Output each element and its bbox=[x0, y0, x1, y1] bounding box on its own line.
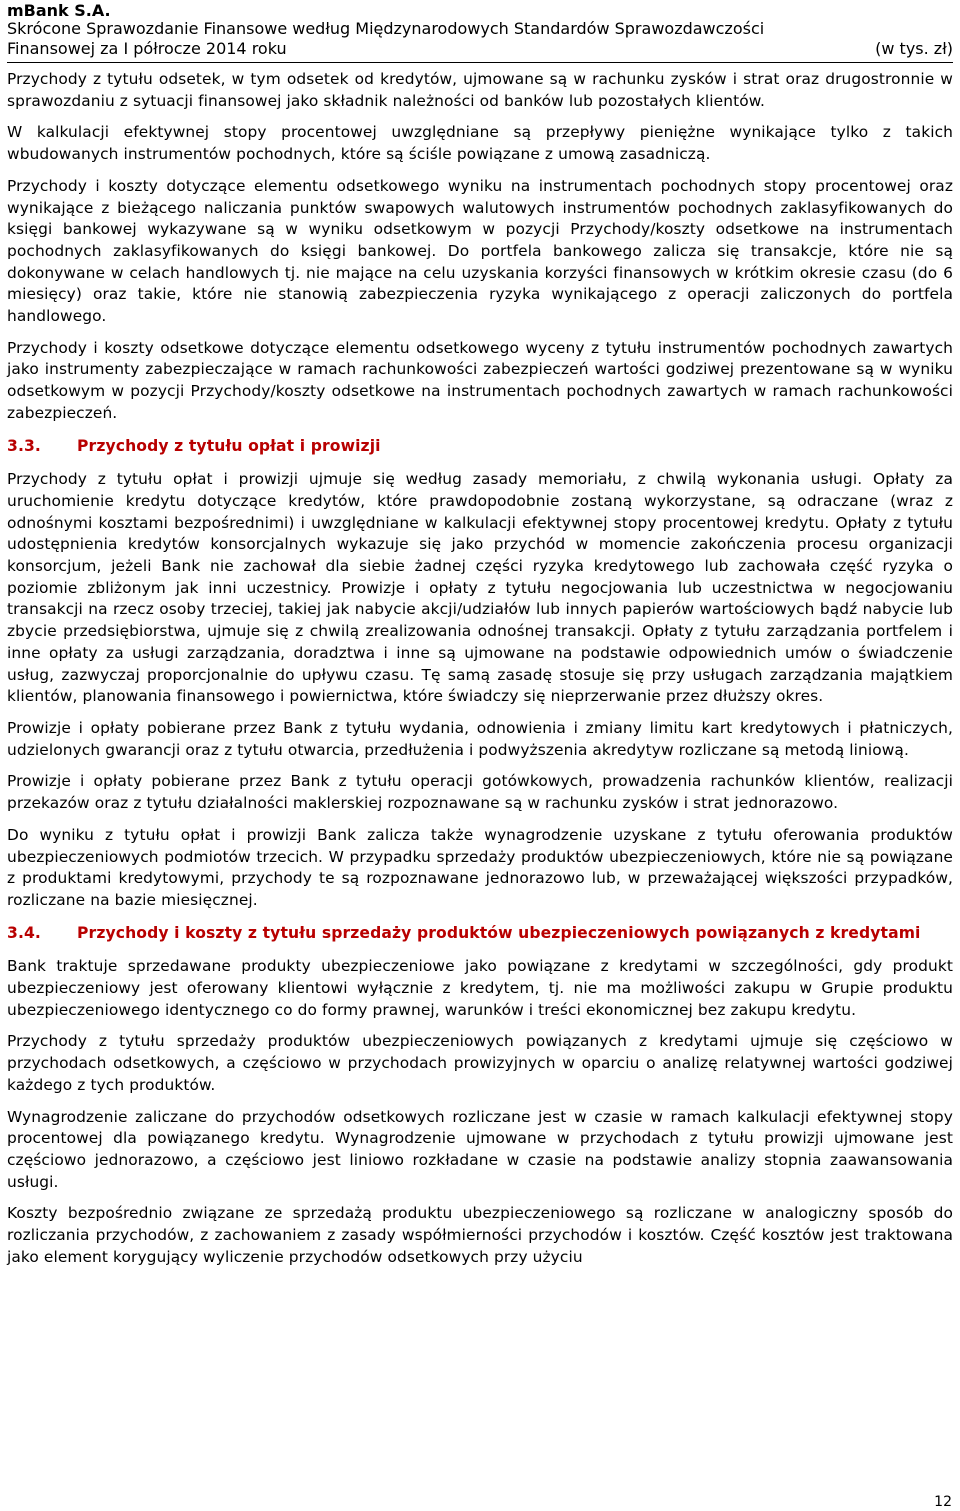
section-number: 3.3. bbox=[7, 436, 41, 455]
page-header bbox=[7, 0, 953, 63]
paragraph-interest-remuneration: Wynagrodzenie zaliczane do przychodów odsetkowych rozliczane jest w czasie w ramach kalkulacji efektywnej stopy procentowej dla powiązanego kredytu. Wynagrodzenie ujmowane w przychodach z tytułu prowizji ujmowane jest częściowo jednorazowo, a częściowo jest liniowo rozkładane w czasie na podstawie analizy stopnia zaawansowania usługi. bbox=[7, 1107, 953, 1191]
paragraph-hedge-accounting: Przychody i koszty odsetkowe dotyczące elementu odsetkowego wyceny z tytułu instrumentów pochodnych zawartych jako instrumenty zabezpieczające w ramach rachunkowości zabezpieczeń wartości godziwej prezentowane są w wyniku odsetkowym w pozycji Przychody/koszty odsetkowe na instrumentach pochodnych zawartych w ramach rachunkowości zabezpieczeń. bbox=[7, 338, 953, 422]
paragraph-insurance-remuneration: Do wyniku z tytułu opłat i prowizji Bank zalicza także wynagrodzenie uzyskane z tytułu oferowania produktów ubezpieczeniowych podmiotów trzecich. W przypadku sprzedaży produktów ubezpieczeniowych, które nie są powiązane z produktami kredytowymi, przychody te są rozpoznawane jednorazowo lub, w przeważającej większości przypadków, rozliczane na bazie miesięcznej. bbox=[7, 825, 953, 909]
section-heading-3-3 bbox=[7, 436, 953, 458]
paragraph-interest-income: Przychody z tytułu odsetek, w tym odsetek od kredytów, ujmowane są w rachunku zysków i strat oraz drugostronnie w sprawozdaniu z sytuacji finansowej jako składnik należności od banków lub pozostałych klientów. bbox=[7, 70, 953, 110]
paragraph-effective-rate: W kalkulacji efektywnej stopy procentowej uwzględniane są przepływy pieniężne wynikające tylko z takich wbudowanych instrumentów pochodnych, które są ściśle powiązane z umową zasadniczą. bbox=[7, 123, 953, 164]
paragraph-fee-income-recognition: Przychody z tytułu opłat i prowizji ujmuje się według zasady memoriału, z chwilą wykonania usługi. Opłaty za uruchomienie kredytu dotyczące kredytów, które prawdopodobnie zostaną wykorzystane, są odraczane (wraz z odnośnymi kosztami bezpośrednimi) i uwzględniane w kalkulacji efektywnej stopy procentowej kredytu. Opłaty z tytułu udostępnienia kredytów konsorcjalnych wykazuje się jako przychód w momencie zakończenia procesu organizacji konsorcjum, jeżeli Bank nie zachował dla siebie żadnej części ryzyka kredytowego lub zachowała część ryzyka o poziomie zbliżonym jak inni uczestnicy. Prowizje i opłaty z tytułu negocjowania lub uczestnictwa w negocjowaniu transakcji na rzecz osoby trzeciej, takiej jak nabycie akcji/udziałów lub innych papierów wartościowych bądź nabycie lub zbycie przedsiębiorstwa, ujmuje się z chwilą zrealizowania odnośnej transakcji. Opłaty z tytułu zarządzania portfelem i inne opłaty za usługi zarządzania, doradztwa i inne są ujmowane na podstawie odpowiednich umów o świadczenie usług, zazwyczaj proporcjonalnie do upływu czasu. Tę samą zasadę stosuje się przy usługach zarządzania majątkiem klientów, planowania finansowego i powiernictwa, które świadczy się nieprzerwanie przez dłuższy okres. bbox=[7, 470, 953, 706]
section-title: Przychody z tytułu opłat i prowizji bbox=[77, 436, 381, 455]
section-heading-3-4 bbox=[7, 923, 953, 945]
company-name: mBank S.A. bbox=[7, 1, 111, 20]
paragraph-cash-operations-fees: Prowizje i opłaty pobierane przez Bank z tytułu operacji gotówkowych, prowadzenia rachunków klientów, realizacji przekazów oraz z tytułu działalności maklerskiej rozpoznawane są w rachunku zysków i strat jednorazowo. bbox=[7, 772, 953, 813]
section-number: 3.4. bbox=[7, 923, 41, 942]
document-body bbox=[7, 69, 953, 1268]
page-number: 12 bbox=[934, 1494, 952, 1510]
paragraph-card-fees: Prowizje i opłaty pobierane przez Bank z tytułu wydania, odnowienia i zmiany limitu kart kredytowych i płatniczych, udzielonych gwarancji oraz z tytułu otwarcia, przedłużenia i podwyższenia akredytyw rozliczane są metodą liniową. bbox=[7, 718, 953, 759]
paragraph-insurance-income-split: Przychody z tytułu sprzedaży produktów ubezpieczeniowych powiązanych z kredytami ujmuje się częściowo w przychodach odsetkowych, a częściowo w przychodach prowizyjnych w oparciu o analizę relatywnej wartości godziwej każdego z tych produktów. bbox=[7, 1032, 953, 1094]
report-title: Skrócone Sprawozdanie Finansowe według Międzynarodowych Standardów Sprawozdawczości bbox=[7, 19, 765, 38]
paragraph-direct-costs: Koszty bezpośrednio związane ze sprzedażą produktu ubezpieczeniowego są rozliczane w analogiczny sposób do rozliczania przychodów, z zachowaniem z zasady współmierności przychodów i kosztów. Część kosztów jest traktowana jako element korygujący wyliczenie przychodów odsetkowych przy użyciu bbox=[7, 1204, 953, 1266]
section-title: Przychody i koszty z tytułu sprzedaży produktów ubezpieczeniowych powiązanych z kredytami bbox=[77, 923, 921, 942]
currency-unit: (w tys. zł) bbox=[875, 39, 953, 58]
report-period: Finansowej za I półrocze 2014 roku bbox=[7, 39, 287, 58]
paragraph-linked-insurance: Bank traktuje sprzedawane produkty ubezpieczeniowe jako powiązane z kredytami w szczególności, gdy produkt ubezpieczeniowy jest oferowany klientowi wyłącznie z kredytem, tj. nie ma możliwości zakupu w Grupie produktu ubezpieczeniowego identycznego co do formy prawnej, warunków i treści ekonomicznej bez zakupu kredytu. bbox=[7, 957, 953, 1019]
paragraph-derivatives-banking-book: Przychody i koszty dotyczące elementu odsetkowego wyniku na instrumentach pochodnych stopy procentowej oraz wynikające z bieżącego naliczania punktów swapowych walutowych instrumentów pochodnych zaklasyfikowanych do księgi bankowej wykazywane są w wyniku odsetkowym w pozycji Przychody/koszty odsetkowe na instrumentach pochodnych zaklasyfikowanych do księgi bankowej. Do portfela bankowego zalicza się transakcje, które nie są dokonywane w celach handlowych tj. nie mające na celu uzyskania korzyści finansowych w krótkim okresie czasu (do 6 miesięcy) oraz takie, które nie stanowią zabezpieczenia ryzyka wynikającego z operacji zaliczonych do portfela handlowego. bbox=[7, 176, 953, 326]
